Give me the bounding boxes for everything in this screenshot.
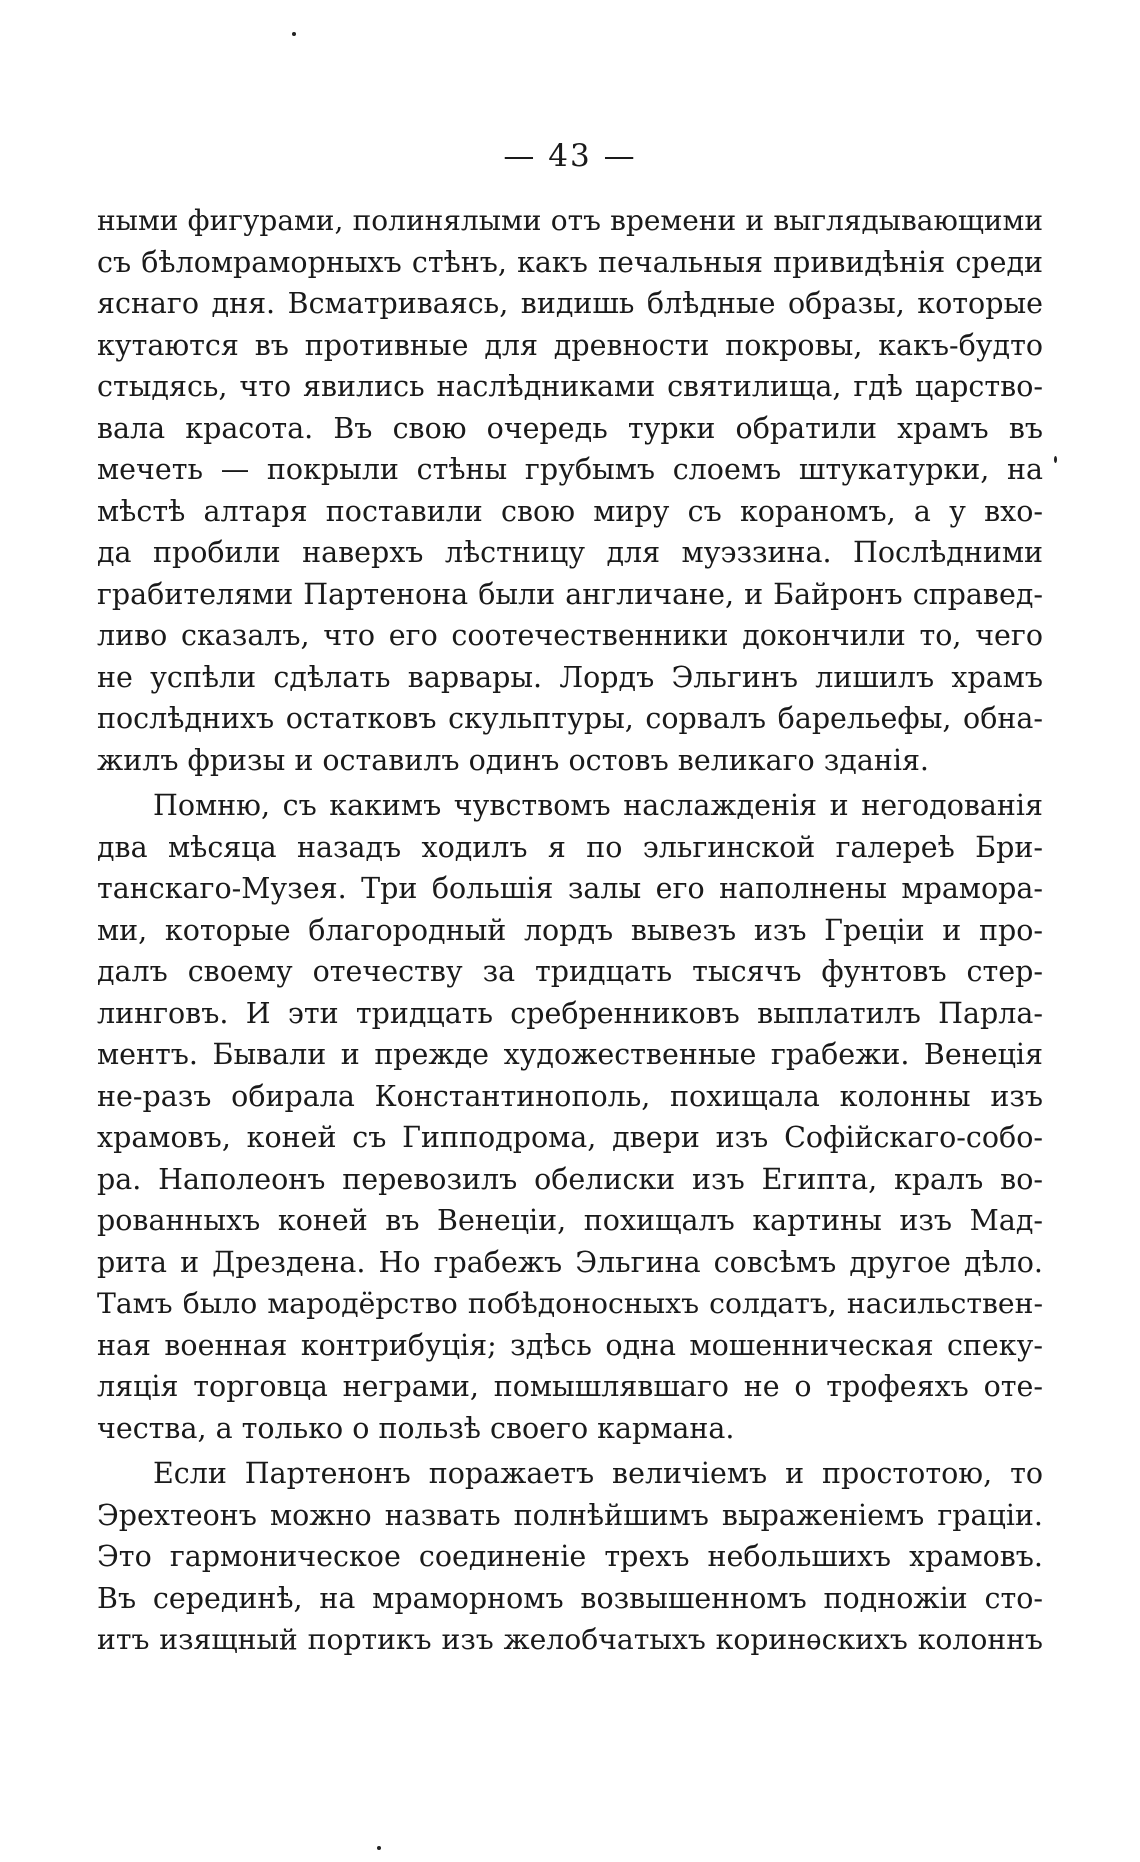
print-speck — [292, 32, 296, 36]
text-line: мечеть — покрыли стѣны грубымъ слоемъ штукатурки, на — [97, 453, 1043, 486]
text-line: кутаются въ противные для древности покровы, какъ-будто — [97, 328, 1043, 362]
text-line: не успѣли сдѣлать варвары. Лордъ Эльгинъ лишилъ храмъ — [97, 660, 1043, 694]
text-line: Это гармоническое соединеніе трехъ небольшихъ храмовъ. — [97, 1540, 1043, 1573]
text-line: танскаго-Музея. Три большія залы его наполнены мрамора- — [97, 872, 1043, 905]
text-line: храмовъ, коней съ Гипподрома, двери изъ Софійскаго-собо- — [97, 1121, 1043, 1154]
text-line: мѣстѣ алтаря поставили свою миру съ кораномъ, а у вхо- — [97, 494, 1043, 528]
text-line: Тамъ было мародёрство побѣдоносныхъ солдатъ, насильствен- — [97, 1287, 1043, 1320]
print-speck — [377, 1846, 381, 1850]
text-line: послѣднихъ остатковъ скульптуры, сорвалъ барельефы, обна- — [97, 702, 1043, 735]
text-line: ми, которые благородный лордъ вывезъ изъ Греціи и про- — [97, 913, 1043, 947]
text-line: ра. Наполеонъ перевозилъ обелиски изъ Египта, кралъ во- — [97, 1162, 1043, 1196]
text-line: вала красота. Въ свою очередь турки обратили храмъ въ — [97, 411, 1043, 445]
text-line: рита и Дрездена. Но грабежъ Эльгина совсѣмъ другое дѣло. — [97, 1245, 1043, 1279]
text-line: Помню, съ какимъ чувствомъ наслажденія и негодованія — [153, 789, 1043, 822]
text-line: ливо сказалъ, что его соотечественники докончили то, чего — [97, 619, 1043, 652]
text-line: ляція торговца неграми, помышлявшаго не о трофеяхъ оте- — [97, 1370, 1043, 1403]
text-line: не-разъ обирала Константинополь, похищала колонны изъ — [97, 1079, 1043, 1113]
text-line: Эрехтеонъ можно назвать полнѣйшимъ выраженіемъ граціи. — [97, 1498, 1043, 1532]
text-line: ная военная контрибуція; здѣсь одна мошенническая спеку- — [97, 1328, 1043, 1362]
paragraph-3 — [97, 1453, 1043, 1661]
text-line: жилъ фризы и оставилъ одинъ остовъ великаго зданія. — [97, 743, 929, 777]
print-speck — [1054, 456, 1057, 463]
text-line: Если Партенонъ поражаетъ величіемъ и простотою, то — [153, 1457, 1043, 1490]
text-line: стыдясь, что явились наслѣдниками святилища, гдѣ царство- — [97, 370, 1043, 403]
text-line: грабителями Партенона были англичане, и Байронъ справед- — [97, 577, 1043, 611]
text-line: линговъ. И эти тридцать сребренниковъ выплатилъ Парла- — [97, 996, 1043, 1030]
text-line: ментъ. Бывали и прежде художественные грабежи. Венеція — [97, 1038, 1043, 1071]
text-line: чества, а только о пользѣ своего кармана. — [97, 1411, 735, 1445]
body-text — [97, 200, 1043, 1661]
text-line: ными фигурами, полинялыми отъ времени и выглядывающими — [97, 204, 1043, 237]
text-line: да пробили наверхъ лѣстницу для муэззина. Послѣдними — [97, 536, 1043, 569]
paragraph-2 — [97, 785, 1043, 1449]
text-line: Въ серединѣ, на мраморномъ возвышенномъ подножіи сто- — [97, 1581, 1043, 1615]
text-line: два мѣсяца назадъ ходилъ я по эльгинской галереѣ Бри- — [97, 830, 1043, 864]
text-line: яснаго дня. Всматриваясь, видишь блѣдные образы, которые — [97, 287, 1043, 320]
text-line: съ бѣломраморныхъ стѣнъ, какъ печальныя привидѣнія среди — [97, 245, 1043, 279]
text-line: итъ изящный портикъ изъ желобчатыхъ коринѳскихъ колоннъ — [97, 1623, 1043, 1656]
paragraph-1 — [97, 200, 1043, 781]
page-number: — 43 — — [503, 138, 637, 174]
text-line: рованныхъ коней въ Венеціи, похищалъ картины изъ Мад- — [97, 1204, 1043, 1237]
text-line: далъ своему отечеству за тридцать тысячъ фунтовъ стер- — [97, 955, 1043, 988]
